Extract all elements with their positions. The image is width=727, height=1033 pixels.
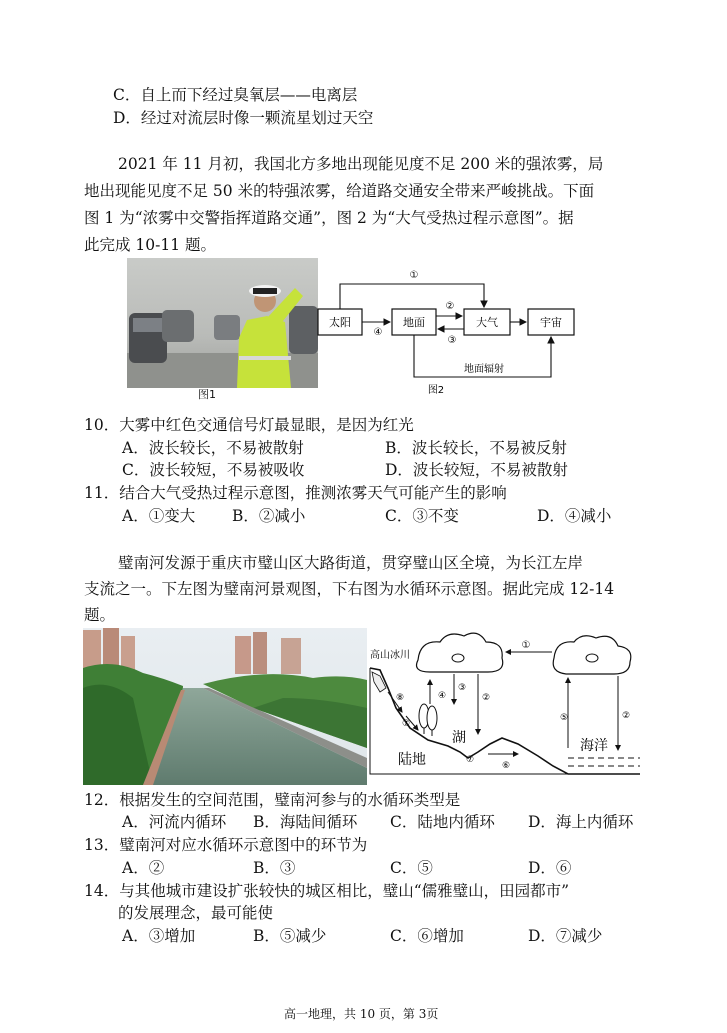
q14-stem-line2: 的发展理念，最可能使 [118, 904, 274, 922]
atmosphere-label: 大气 [476, 316, 498, 329]
q11-option-d: D．④减小 [537, 507, 612, 525]
q14-stem-line1: 14．与其他城市建设扩张较快的城区相比，璧山“儒雅璧山，田园都市” [84, 882, 570, 900]
q14-option-b: B．⑤减少 [253, 927, 327, 945]
fig1-caption: 图1 [198, 388, 216, 401]
q13-option-c: C．⑤ [390, 859, 433, 877]
q13-stem: 13．璧南河对应水循环示意图中的环节为 [84, 836, 368, 854]
fig1-fog-photo [127, 258, 318, 388]
q14-option-c: C．⑥增加 [390, 927, 464, 945]
q12-stem: 12．根据发生的空间范围，璧南河参与的水循环类型是 [84, 791, 461, 809]
q10-option-c: C．波长较短，不易被吸收 [122, 461, 305, 479]
marker-4: ④ [373, 327, 383, 338]
sun-label: 太阳 [329, 316, 351, 329]
q11-option-a: A．①变大 [122, 507, 196, 525]
wc-n6: ⑥ [502, 761, 511, 771]
q13-option-d: D．⑥ [528, 859, 572, 877]
marker-2: ② [445, 301, 455, 312]
q12-option-b: B．海陆间循环 [253, 813, 358, 831]
water-cycle-diagram [368, 628, 640, 785]
glacier-label: 高山冰川 [370, 650, 410, 661]
passage1-line2: 地出现能见度不足 50 米的特强浓雾，给道路交通安全带来严峻挑战。下面 [84, 182, 595, 200]
land-label: 陆地 [398, 752, 426, 768]
q10-option-b: B．波长较长，不易被反射 [385, 439, 567, 457]
q12-option-a: A．河流内循环 [122, 813, 227, 831]
wc-n8: ⑧ [396, 693, 405, 703]
passage2-line1: 璧南河发源于重庆市璧山区大路街道，贯穿璧山区全境，为长江左岸 [118, 554, 584, 572]
passage2-line3: 题。 [84, 606, 116, 624]
lake-label: 湖 [452, 730, 466, 746]
q13-option-a: A．② [122, 859, 165, 877]
q14-option-d: D．⑦减少 [528, 927, 603, 945]
q11-option-c: C．③不变 [385, 507, 459, 525]
prev-option-c: C．自上而下经过臭氧层——电离层 [113, 86, 358, 104]
river-landscape-photo [83, 628, 367, 785]
q10-option-d: D．波长较短，不易被散射 [385, 461, 568, 479]
space-label: 宇宙 [540, 316, 562, 329]
wc-n7b: ⑦ [466, 755, 475, 765]
page-footer: 高一地理，共 10 页，第 3页 [284, 1007, 439, 1021]
passage1-line1: 2021 年 11 月初，我国北方多地出现能见度不足 200 米的强浓雾，局 [118, 155, 604, 173]
q12-option-d: D．海上内循环 [528, 813, 634, 831]
q13-option-b: B．③ [253, 859, 296, 877]
fig2-caption: 图2 [427, 385, 445, 396]
wc-n4: ④ [438, 691, 447, 701]
wc-n5: ⑤ [560, 713, 569, 723]
marker-1: ① [409, 270, 419, 281]
q10-stem: 10．大雾中红色交通信号灯最显眼，是因为红光 [84, 416, 414, 434]
q10-option-a: A．波长较长，不易被散射 [122, 439, 304, 457]
q14-option-a: A．③增加 [122, 927, 196, 945]
wc-n7: ⑦ [402, 719, 411, 729]
wc-n2b: ② [622, 711, 631, 721]
ground-label: 地面 [403, 316, 425, 329]
wc-n2a: ② [482, 693, 491, 703]
prev-option-d: D．经过对流层时像一颗流星划过天空 [113, 109, 374, 127]
q11-stem: 11．结合大气受热过程示意图，推测浓雾天气可能产生的影响 [84, 484, 507, 502]
passage1-line3: 图 1 为“浓雾中交警指挥道路交通”，图 2 为“大气受热过程示意图”。据 [84, 209, 574, 227]
fig2-heating-diagram [316, 262, 594, 397]
wc-n1: ① [521, 640, 531, 651]
ground-radiation-label: 地面辐射 [464, 364, 504, 375]
passage2-line2: 支流之一。下左图为璧南河景观图，下右图为水循环示意图。据此完成 12-14 [84, 580, 615, 598]
q12-option-c: C．陆地内循环 [390, 813, 495, 831]
marker-3: ③ [447, 335, 457, 346]
ocean-label: 海洋 [580, 738, 608, 754]
q11-option-b: B．②减小 [232, 507, 306, 525]
passage1-line4: 此完成 10-11 题。 [84, 236, 217, 254]
wc-n3: ③ [458, 683, 467, 693]
